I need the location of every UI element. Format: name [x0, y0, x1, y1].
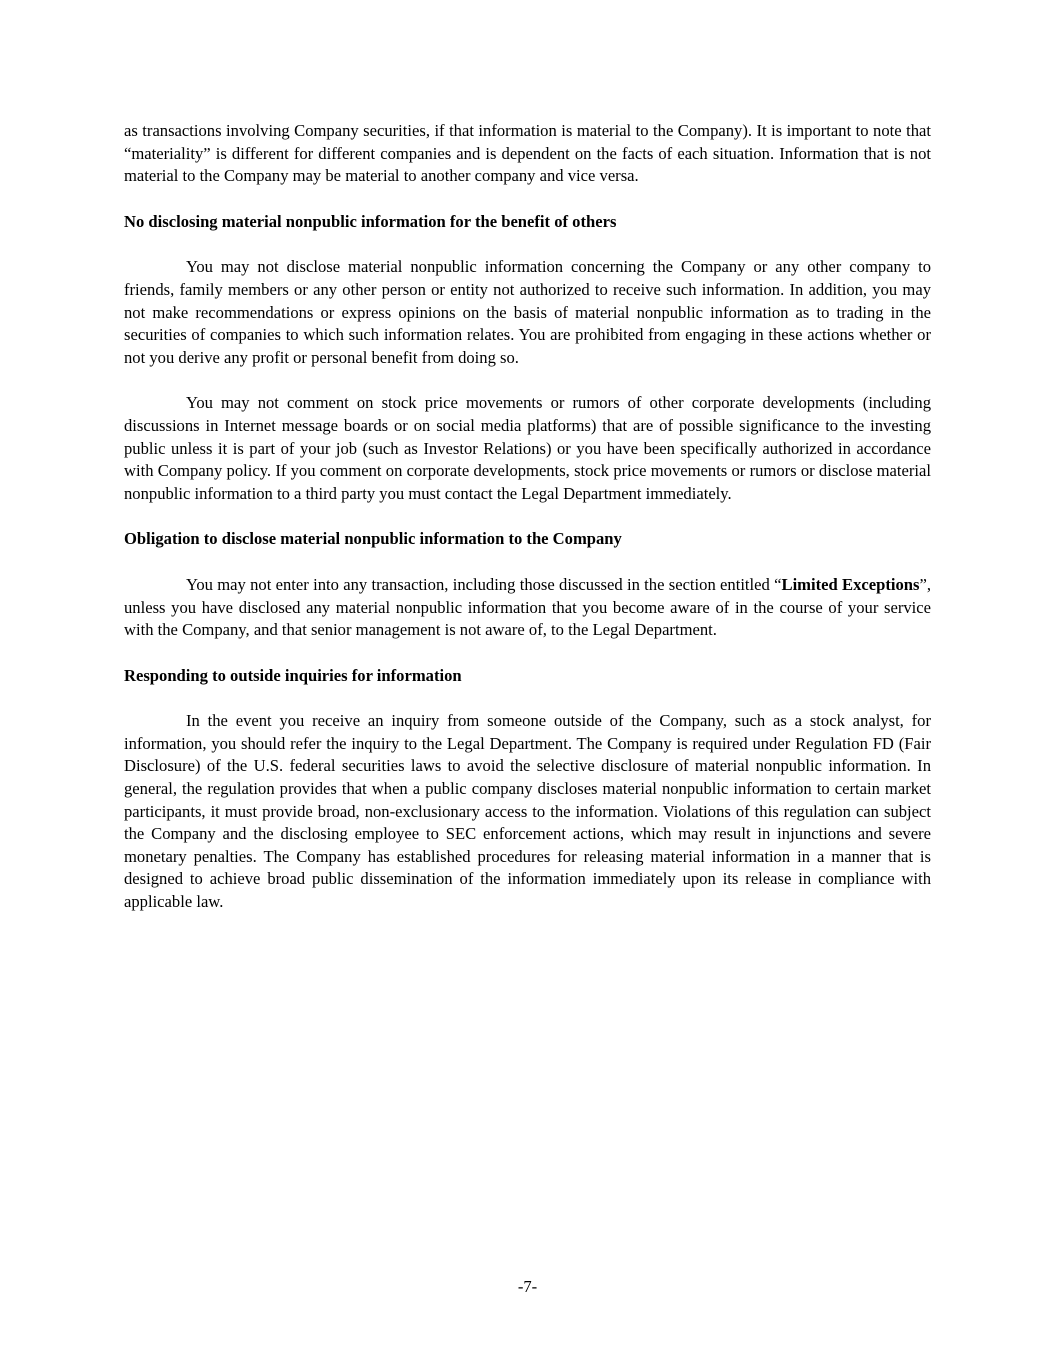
section-heading-obligation: Obligation to disclose material nonpublic information to the Company: [124, 529, 622, 549]
paragraph-obligation: [124, 574, 931, 642]
paragraph-continuation-materiality: as transactions involving Company securities, if that information is material to the Company). It is important to note that “materiality” is different for different companies and is dependent on the facts of each situation. Information that is not material to the Company may be material to another company and vice versa.: [124, 121, 931, 186]
paragraph-no-comment: You may not comment on stock price movements or rumors of other corporate developments (including discussions in Internet message boards or on social media platforms) that are of possible significance to the investing public unless it is part of your job (such as Investor Relations) or you have been specifically authorized in accordance with Company policy. If you comment on corporate developments, stock price movements or rumors or disclose material nonpublic information to a third party you must contact the Legal Department immediately.: [124, 393, 931, 503]
page-number: -7-: [517, 1277, 538, 1296]
paragraph-obligation-segment-bold-limited-exceptions: Limited Exceptions: [781, 574, 920, 594]
paragraph-obligation-segment-2: ”, unless you have disclosed any material nonpublic information that you become aware of in the course of your service with the Company, and that senior management is not aware of, to the Legal Department.: [124, 574, 931, 640]
section-heading-no-disclosing: No disclosing material nonpublic information for the benefit of others: [124, 211, 617, 231]
paragraph-responding: In the event you receive an inquiry from someone outside of the Company, such as a stock analyst, for information, you should refer the inquiry to the Legal Department. The Company is required under Regulation FD (Fair Disclosure) of the U.S. federal securities laws to avoid the selective disclosure of material nonpublic information. In general, the regulation provides that when a public company discloses material nonpublic information to certain market participants, it must provide broad, non-exclusionary access to the information. Violations of this regulation can subject the Company and the disclosing employee to SEC enforcement actions, which may result in injunctions and severe monetary penalties. The Company has established procedures for releasing material information in a manner that is designed to achieve broad public dissemination of the information immediately upon its release in compliance with applicable law.: [124, 711, 931, 912]
section-heading-responding: Responding to outside inquiries for information: [124, 665, 462, 685]
document-page: [124, 120, 931, 937]
paragraph-obligation-segment-1: You may not enter into any transaction, including those discussed in the section entitled “: [186, 574, 782, 594]
paragraph-no-disclose: You may not disclose material nonpublic information concerning the Company or any other company to friends, family members or any other person or entity not authorized to receive such information. In addition, you may not make recommendations or express opinions on the basis of material nonpublic information as to trading in the securities of companies to which such information relates. You are prohibited from engaging in these actions whether or not you derive any profit or personal benefit from doing so.: [124, 257, 931, 367]
